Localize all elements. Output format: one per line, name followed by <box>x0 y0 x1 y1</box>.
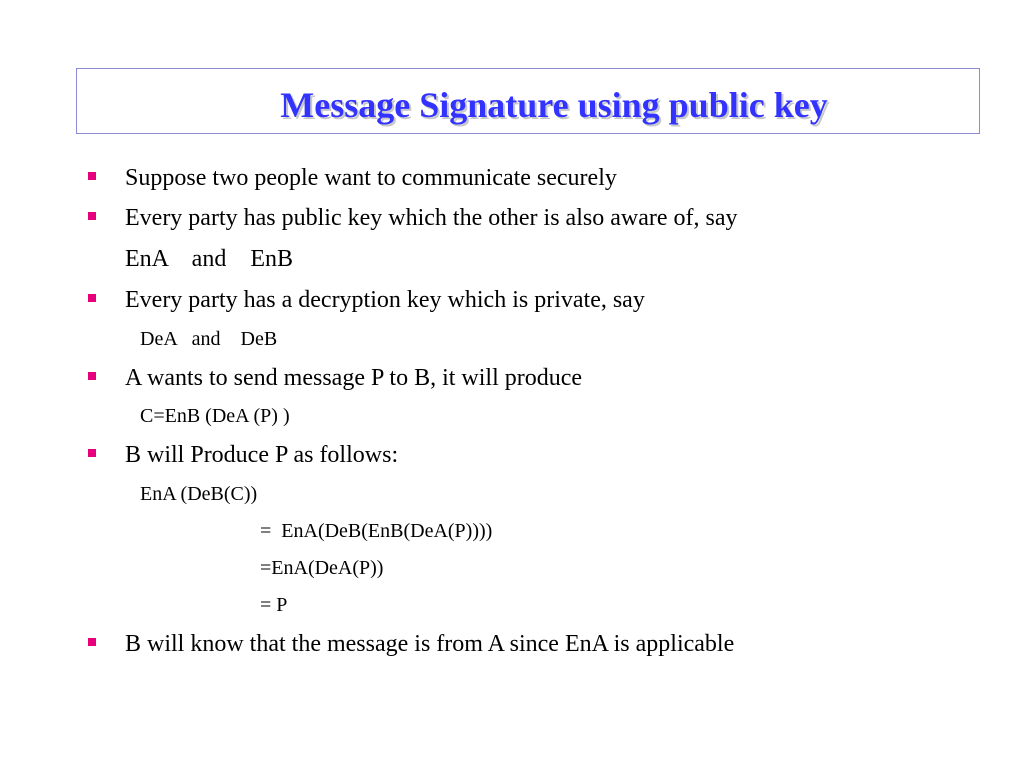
equation-line: = P <box>140 594 288 616</box>
equation-line: =EnA(DeA(P)) <box>140 557 384 579</box>
title-box <box>76 68 980 134</box>
sub-text: C=EnB (DeA (P) ) <box>140 405 290 427</box>
bullet-icon <box>88 172 96 180</box>
equation-line: = EnA(DeB(EnB(DeA(P)))) <box>140 520 493 542</box>
bullet-icon <box>88 638 96 646</box>
bullet-text: B will Produce P as follows: <box>125 442 399 468</box>
bullet-icon <box>88 449 96 457</box>
slide-title: Message Signature using public key <box>280 85 828 125</box>
bullet-text: Every party has a decryption key which is private, say <box>125 287 645 313</box>
bullet-text: A wants to send message P to B, it will produce <box>125 365 583 391</box>
bullet-text: B will know that the message is from A since EnA is applicable <box>125 631 735 657</box>
bullet-icon <box>88 212 96 220</box>
equation-line: EnA (DeB(C)) <box>140 483 258 505</box>
bullet-text: Suppose two people want to communicate securely <box>125 165 617 191</box>
bullet-icon <box>88 294 96 302</box>
sub-text: DeA and DeB <box>140 328 278 350</box>
bullet-text: Every party has public key which the other is also aware of, say <box>125 205 738 231</box>
continuation-text: EnA and EnB <box>125 246 293 272</box>
bullet-icon <box>88 372 96 380</box>
